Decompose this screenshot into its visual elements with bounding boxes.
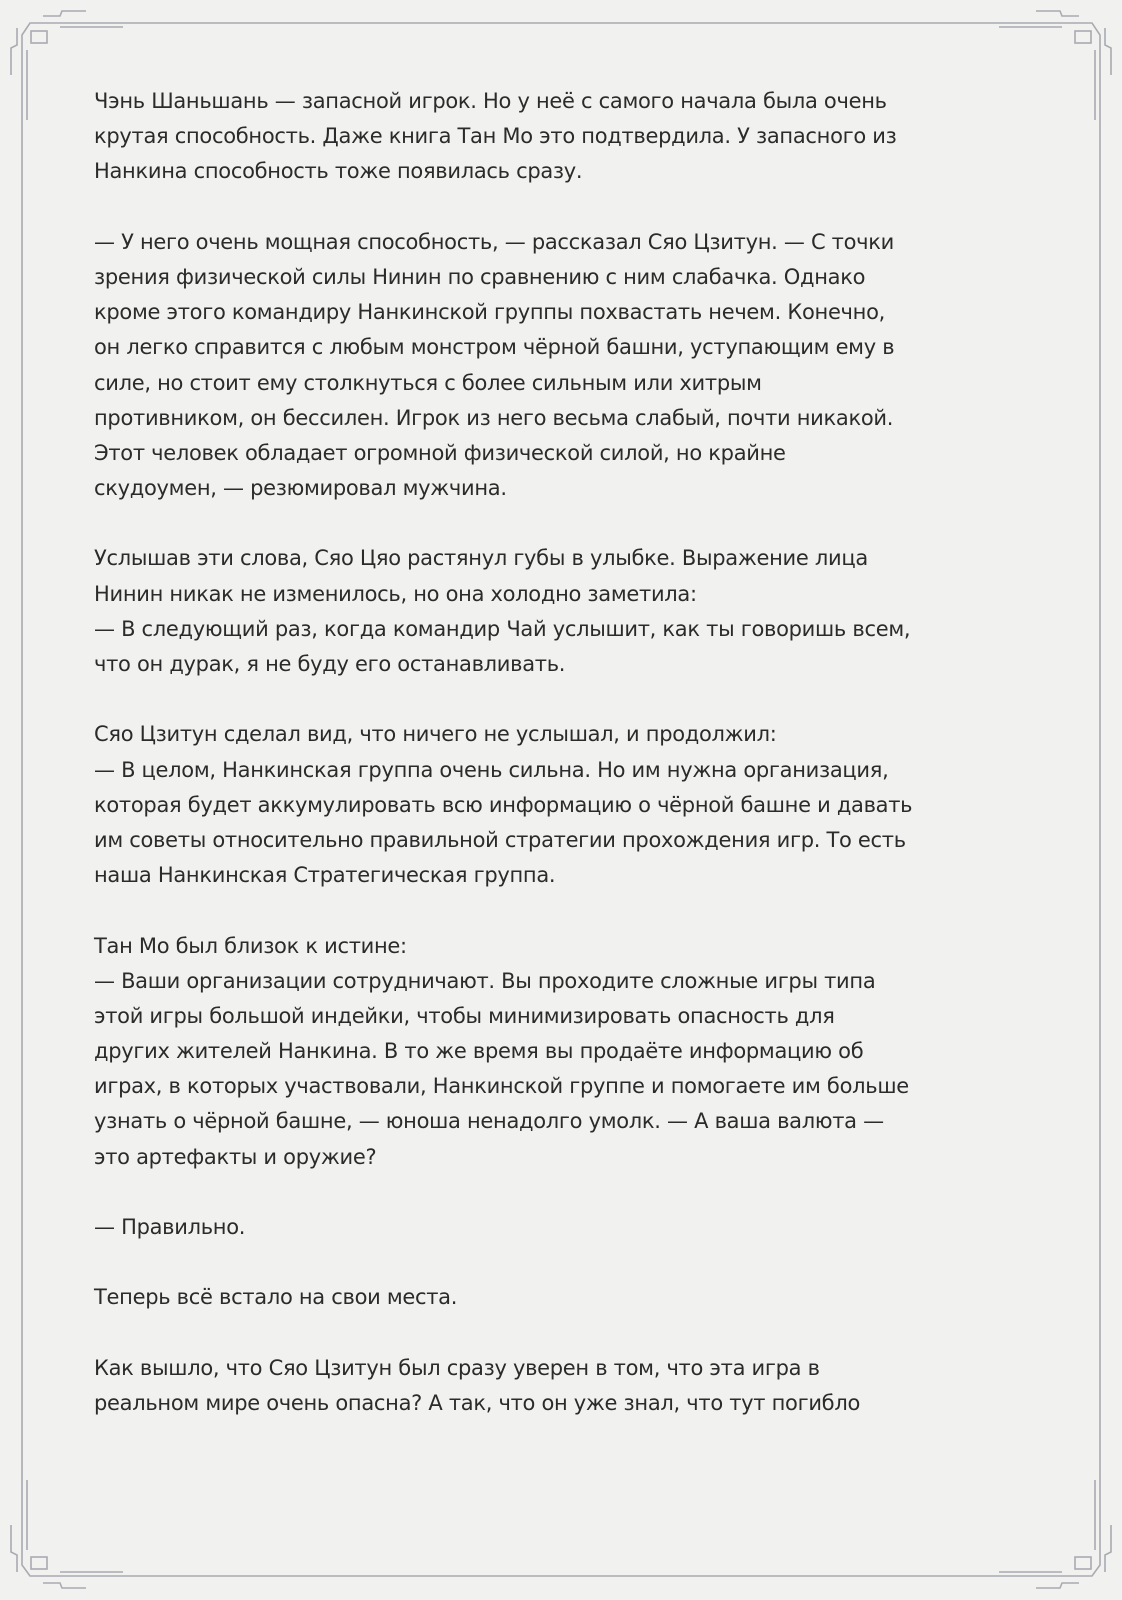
paragraph — [94, 929, 1054, 1175]
paragraph — [94, 717, 1054, 893]
text-line: — Правильно. — [94, 1215, 246, 1239]
text-line: он легко справится с любым монстром чёрной башни, уступающим ему в — [94, 335, 895, 360]
paragraph — [94, 1210, 1054, 1245]
text-line: Нинин никак не изменилось, но она холодно заметила: — [94, 581, 697, 606]
text-line: — В целом, Нанкинская группа очень сильна. Но им нужна организация, — [94, 757, 889, 782]
text-line: им советы относительно правильной стратегии прохождения игр. То есть — [94, 827, 906, 852]
text-line: силе, но стоит ему столкнуться с более сильным или хитрым — [94, 370, 762, 395]
text-line: реальном мире очень опасна? А так, что он уже знал, что тут погибло — [94, 1390, 860, 1415]
paragraph — [94, 1351, 1054, 1421]
document-body — [94, 84, 1054, 1456]
paragraph — [94, 84, 1054, 190]
text-line: скудоумен, — резюмировал мужчина. — [94, 476, 507, 501]
text-line: наша Нанкинская Стратегическая группа. — [94, 863, 556, 888]
text-line: Сяо Цзитун сделал вид, что ничего не услышал, и продолжил: — [94, 722, 777, 747]
text-line: зрения физической силы Нинин по сравнению с ним слабачка. Однако — [94, 264, 866, 289]
text-line: — В следующий раз, когда командир Чай услышит, как ты говоришь всем, — [94, 616, 911, 641]
text-line: Как вышло, что Сяо Цзитун был сразу уверен в том, что эта игра в — [94, 1355, 820, 1380]
text-line: Нанкина способность тоже появилась сразу. — [94, 159, 583, 184]
text-line: — У него очень мощная способность, — рассказал Сяо Цзитун. — С точки — [94, 229, 895, 254]
text-line: это артефакты и оружие? — [94, 1144, 377, 1169]
paragraph — [94, 225, 1054, 507]
paragraph — [94, 541, 1054, 682]
text-line: Услышав эти слова, Сяо Цяо растянул губы в улыбке. Выражение лица — [94, 546, 868, 571]
text-line: Тан Мо был близок к истине: — [94, 933, 407, 958]
text-line: Теперь всё встало на свои места. — [94, 1285, 458, 1310]
text-line: крутая способность. Даже книга Тан Мо это подтвердила. У запасного из — [94, 124, 897, 149]
text-line: кроме этого командиру Нанкинской группы похвастать нечем. Конечно, — [94, 300, 886, 325]
text-line: Чэнь Шаньшань — запасной игрок. Но у неё с самого начала была очень — [94, 89, 887, 113]
text-line: этой игры большой индейки, чтобы минимизировать опасность для — [94, 1003, 835, 1028]
text-line: других жителей Нанкина. В то же время вы продаёте информацию об — [94, 1039, 864, 1064]
text-line: что он дурак, я не буду его останавливать. — [94, 652, 566, 676]
text-line: играх, в которых участвовали, Нанкинской группе и помогаете им больше — [94, 1074, 909, 1099]
text-line: которая будет аккумулировать всю информацию о чёрной башне и давать — [94, 792, 913, 817]
text-line: — Ваши организации сотрудничают. Вы проходите сложные игры типа — [94, 968, 876, 993]
text-line: противником, он бессилен. Игрок из него весьма слабый, почти никакой. — [94, 405, 894, 430]
text-line: Этот человек обладает огромной физической силой, но крайне — [94, 440, 786, 465]
paragraph — [94, 1280, 1054, 1315]
text-line: узнать о чёрной башне, — юноша ненадолго умолк. — А ваша валюта — — [94, 1109, 884, 1134]
